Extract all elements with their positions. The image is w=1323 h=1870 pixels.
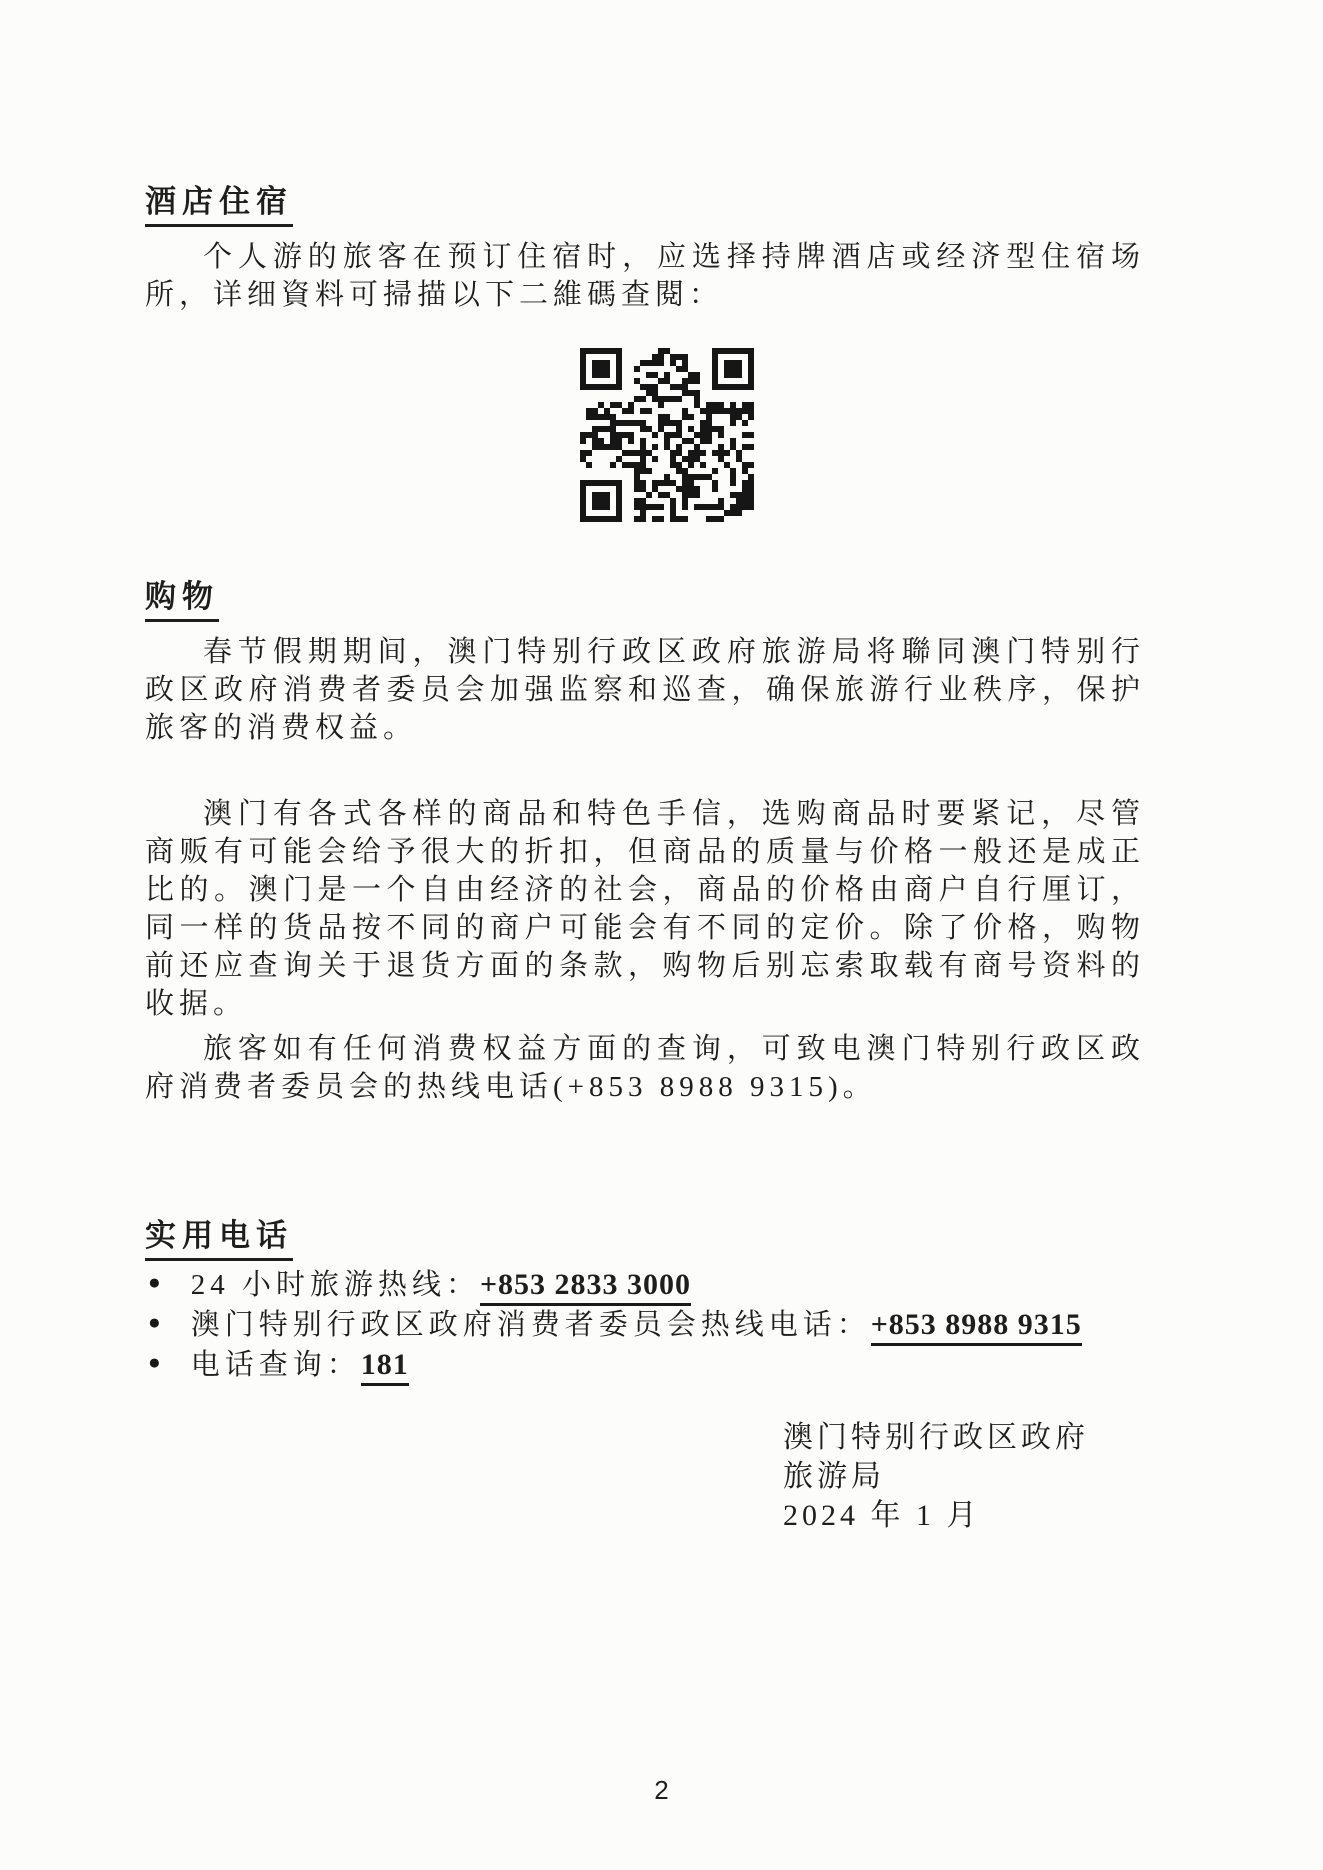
phone-label: 电话查询： [190,1349,361,1381]
list-item [148,1302,1158,1342]
signature-date: 2024 年 1 月 [783,1499,981,1532]
phone-number: +853 2833 3000 [480,1268,691,1306]
bullet-icon: ● [148,1310,161,1334]
shopping-section-heading [145,579,219,623]
shopping-heading-text: 购物 [145,579,219,623]
signature-org: 澳门特别行政区政府 [783,1421,1089,1454]
signature-block [783,1418,1089,1535]
phones-heading-text: 实用电话 [145,1218,293,1262]
qr-code-image [580,348,754,522]
bullet-icon: ● [148,1270,161,1294]
shopping-paragraph-3: 旅客如有任何消费权益方面的查询，可致电澳门特别行政区政府消费者委员会的热线电话(+853 8988 9315)。 [145,1033,1145,1103]
list-item [148,1342,1158,1382]
hotel-heading-text: 酒店住宿 [145,184,293,228]
phones-section-heading [145,1218,293,1262]
bullet-icon: ● [148,1350,161,1374]
phone-number: 181 [361,1348,409,1386]
hotel-paragraph: 个人游的旅客在预订住宿时，应选择持牌酒店或经济型住宿场所，详细資料可掃描以下二維碼查閱： [145,241,1145,311]
phone-list [148,1262,1158,1382]
phone-number: +853 8988 9315 [871,1308,1082,1346]
shopping-paragraph-1: 春节假期期间，澳门特别行政区政府旅游局将聯同澳门特别行政区政府消费者委员会加强监察和巡查，确保旅游行业秩序，保护旅客的消费权益。 [145,636,1145,744]
signature-dept: 旅游局 [783,1460,885,1493]
page-number: 2 [654,1775,669,1805]
phone-label: 24 小时旅游热线： [190,1269,480,1301]
shopping-paragraph-2: 澳门有各式各样的商品和特色手信，选购商品时要紧记，尽管商贩有可能会给予很大的折扣，但商品的质量与价格一般还是成正比的。澳门是一个自由经济的社会，商品的价格由商户自行厘订，同一样的货品按不同的商户可能会有不同的定价。除了价格，购物前还应查询关于退货方面的条款，购物后别忘索取载有商号资料的收据。 [145,798,1145,1020]
phone-label: 澳门特别行政区政府消费者委员会热线电话： [190,1309,871,1341]
list-item [148,1262,1158,1302]
hotel-section-heading [145,184,293,228]
